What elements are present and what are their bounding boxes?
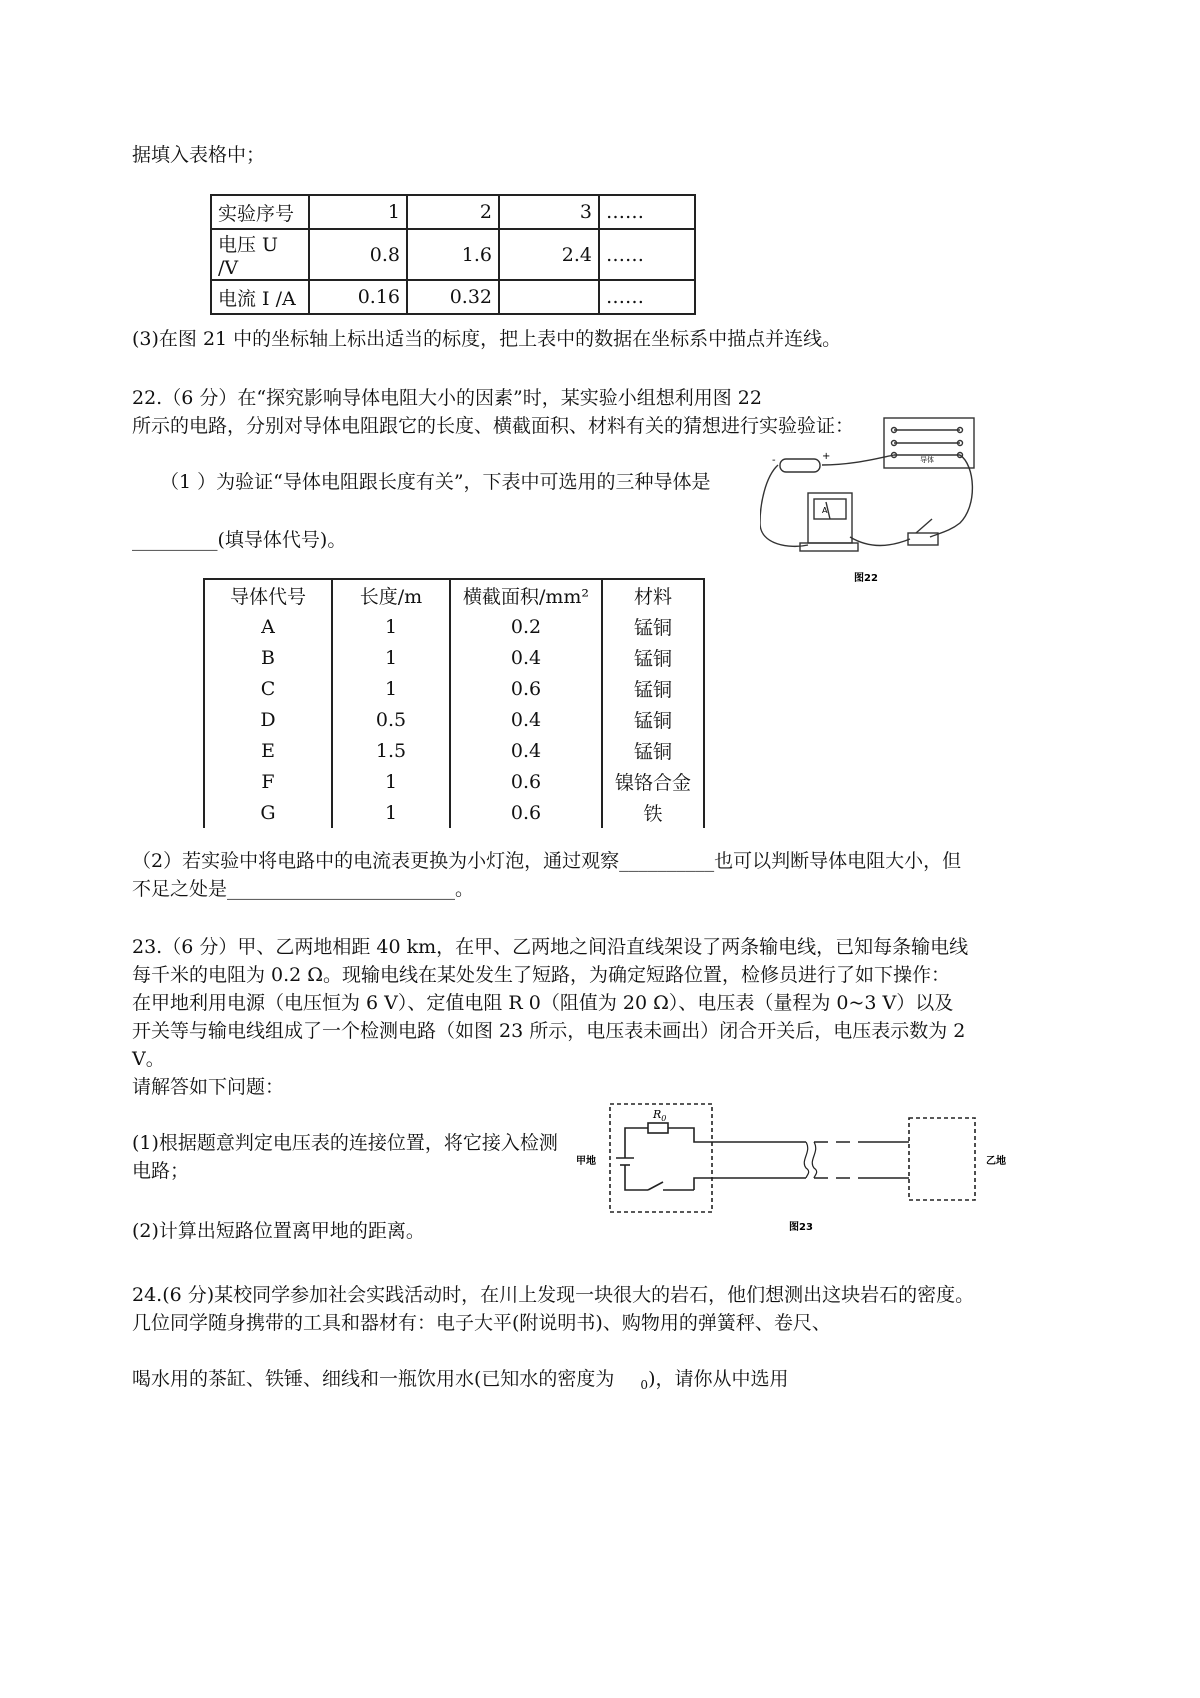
fig22-board-label: 导体 [920,456,934,464]
table-cell: 0.5 [332,704,450,735]
table-cell: G [260,801,276,824]
table-cell: 1 [309,195,407,229]
table-cell: 锰铜 [602,735,704,766]
table-cell: A [261,615,275,638]
table-cell: 1 [332,611,450,642]
table-cell: 铁 [602,797,704,828]
q24-line3-end: )，请你从中选用 [648,1368,789,1390]
q23-line5: V。 [132,1048,165,1070]
q24-line3 [132,1364,788,1392]
table-row [204,704,704,735]
table-cell: …… [599,280,695,314]
table-cell: 0.32 [407,280,499,314]
table-cell: 实验序号 [211,195,309,229]
table-cell: B [261,646,275,669]
table-row [204,611,704,642]
fig23-label-left: 甲地 [576,1156,596,1167]
table-cell: 锰铜 [602,673,704,704]
table-cell: 1.5 [332,735,450,766]
table-row [211,195,695,229]
table-header: 横截面积/mm² [450,579,602,611]
table-cell: 1 [332,673,450,704]
fig22-caption: 图22 [854,573,878,584]
circuit-figure-22 [760,415,980,590]
table-cell: …… [599,229,695,280]
q22-sub1-line2: _________(填导体代号)。 [132,529,347,551]
table-cell [499,280,599,314]
table-header: 长度/m [332,579,450,611]
battery-positive: + [822,451,831,462]
table-row [204,642,704,673]
table-cell: 1 [332,797,450,828]
q22-line2: 所示的电路，分别对导体电阻跟它的长度、横截面积、材料有关的猜想进行实验验证： [132,415,855,437]
q22-sub2-line2: 不足之处是________________________。 [132,878,475,900]
table-cell: 电流 I /A [211,280,309,314]
q22-sub2-line1: （2）若实验中将电路中的电流表更换为小灯泡，通过观察__________也可以判断导体电阻大小，但 [132,850,962,872]
ammeter-symbol: A [822,506,828,515]
q24-line2: 几位同学随身携带的工具和器材有：电子大平(附说明书)、购物用的弹簧秤、卷尺、 [132,1312,831,1334]
q22-sub1-line1: （1 ）为验证“导体电阻跟长度有关”，下表中可选用的三种导体是 [160,471,711,493]
table-cell: 1.6 [407,229,499,280]
table-cell: 3 [499,195,599,229]
q24-line3-start: 喝水用的茶缸、铁锤、细线和一瓶饮用水(已知水的密度为 [132,1368,615,1390]
table-row [204,735,704,766]
battery-negative: - [772,455,776,466]
table-row [204,673,704,704]
table-cell: 0.16 [309,280,407,314]
q21-part3: (3)在图 21 中的坐标轴上标出适当的标度，把上表中的数据在坐标系中描点并连线。 [132,328,842,350]
q23-sub1-line1: (1)根据题意判定电压表的连接位置，将它接入检测 [132,1132,558,1154]
q23-sub2: (2)计算出短路位置离甲地的距离。 [132,1220,425,1242]
q23-line3: 在甲地利用电源（电压恒为 6 V）、定值电阻 R 0（阻值为 20 Ω）、电压表（量程为 0~3 V）以及 [132,992,954,1014]
table-cell: 0.4 [450,642,602,673]
table-row [211,280,695,314]
data-table-1 [210,194,696,315]
table-cell: F [261,770,275,793]
table-cell: 0.4 [450,704,602,735]
density-subscript: 0 [640,1378,649,1392]
table-cell: 电压 U /V [211,229,309,280]
table-row [211,229,695,280]
table-cell: 1 [332,766,450,797]
table-row [204,797,704,828]
q22-line1: 22.（6 分）在“探究影响导体电阻大小的因素”时，某实验小组想利用图 22 [132,387,762,409]
table-cell: 镍铬合金 [602,766,704,797]
intro-line: 据填入表格中； [132,144,266,166]
table-cell: 0.8 [309,229,407,280]
table-cell: 0.6 [450,673,602,704]
q23-sub1-line2: 电路； [132,1160,190,1182]
table-cell: 0.6 [450,766,602,797]
table-cell: E [261,739,275,762]
fig23-resistor-label: $R_0$ [653,1108,667,1123]
q23-line4: 开关等与输电线组成了一个检测电路（如图 23 所示，电压表未画出）闭合开关后，电压表示数为 2 [132,1020,966,1042]
circuit-figure-23 [568,1098,1020,1240]
table-cell: 0.2 [450,611,602,642]
table-cell: 锰铜 [602,642,704,673]
table-cell: D [260,708,276,731]
fig23-caption: 图23 [789,1222,813,1233]
table-cell: C [260,677,276,700]
table-header-row [204,579,704,611]
table-cell: 锰铜 [602,611,704,642]
table-cell: 2.4 [499,229,599,280]
q23-line1: 23.（6 分）甲、乙两地相距 40 km，在甲、乙两地之间沿直线架设了两条输电线，已知每条输电线 [132,936,969,958]
table-row [204,766,704,797]
q23-line2: 每千米的电阻为 0.2 Ω。现输电线在某处发生了短路，为确定短路位置，检修员进行了如下操作： [132,964,951,986]
conductor-table [203,578,705,828]
table-cell: 2 [407,195,499,229]
table-header: 导体代号 [229,586,306,608]
fig23-label-right: 乙地 [986,1156,1006,1167]
table-cell: …… [599,195,695,229]
table-cell: 0.4 [450,735,602,766]
q24-line1: 24.(6 分)某校同学参加社会实践活动时，在川上发现一块很大的岩石，他们想测出这块岩石的密度。 [132,1284,975,1306]
table-cell: 0.6 [450,797,602,828]
table-cell: 1 [332,642,450,673]
q23-line6: 请解答如下问题： [132,1076,285,1098]
table-header: 材料 [602,579,704,611]
table-cell: 锰铜 [602,704,704,735]
